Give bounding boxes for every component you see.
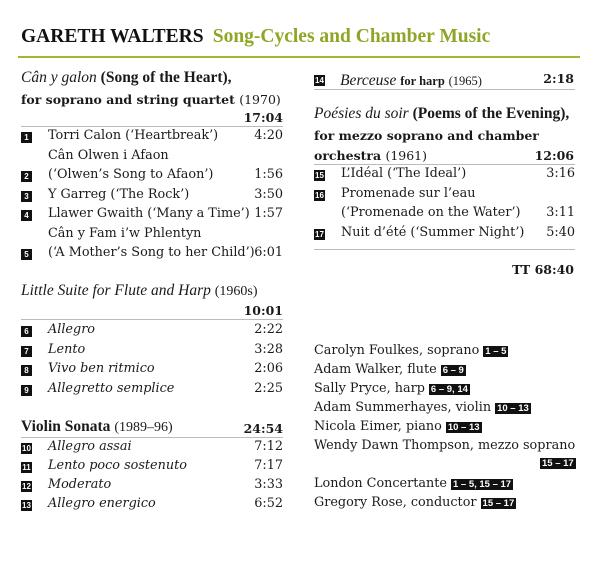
track-duration: 6:52 bbox=[254, 496, 283, 511]
track-title: Moderato bbox=[48, 477, 112, 492]
track-title: Cân Olwen i Afaon bbox=[48, 147, 169, 163]
english-title: (Song of the Heart), bbox=[100, 69, 232, 86]
track-duration: 5:40 bbox=[546, 224, 575, 240]
work-title-violin-sonata bbox=[21, 418, 173, 436]
track-duration: 3:11 bbox=[546, 205, 575, 220]
work-total: 12:06 bbox=[534, 148, 574, 163]
track-duration: 3:16 bbox=[546, 166, 575, 181]
header bbox=[21, 26, 581, 48]
track-title: Lento bbox=[48, 341, 86, 357]
track-number: 7 bbox=[21, 346, 32, 357]
track-title: (‘Olwen’s Song to Afaon’) bbox=[48, 167, 214, 182]
welsh-title: Cân y galon bbox=[21, 69, 97, 86]
track-duration: 2:25 bbox=[254, 380, 283, 396]
performer-name: Adam Walker, flute bbox=[314, 362, 437, 377]
performer-name: Carolyn Foulkes, soprano bbox=[314, 343, 480, 358]
track-title: Allegro assai bbox=[48, 439, 132, 454]
divider bbox=[21, 319, 283, 320]
performer-name: Adam Summerhayes, violin bbox=[314, 400, 492, 415]
track-ref: 10 – 13 bbox=[447, 422, 480, 433]
track-number: 12 bbox=[22, 482, 31, 491]
track-number: 1 bbox=[21, 132, 32, 143]
track-number: 3 bbox=[21, 191, 32, 202]
track-number: 8 bbox=[21, 365, 32, 376]
track-ref: 15 – 17 bbox=[482, 498, 515, 509]
track-duration: 3:33 bbox=[254, 477, 283, 492]
track-title: Cân y Fam i’w Phlentyn bbox=[48, 225, 202, 241]
work-subtitle bbox=[21, 92, 281, 107]
track-duration: 2:22 bbox=[254, 322, 283, 337]
track-duration: 1:57 bbox=[254, 206, 283, 221]
track-number: 6 bbox=[21, 326, 32, 337]
year: (1960s) bbox=[214, 284, 258, 299]
performer-row bbox=[314, 495, 516, 510]
track-title: L’Idéal (‘The Ideal’) bbox=[341, 166, 467, 181]
track-ref: 6 – 9, 14 bbox=[430, 384, 468, 395]
track-number: 10 bbox=[22, 444, 31, 453]
work-title: Violin Sonata bbox=[21, 418, 111, 435]
performer-row bbox=[314, 419, 482, 434]
track-number: 15 bbox=[315, 171, 324, 180]
performer-row bbox=[314, 476, 513, 491]
track-duration: 1:56 bbox=[254, 167, 283, 182]
work-title: Berceuse bbox=[340, 72, 397, 89]
header-rule bbox=[18, 56, 580, 58]
track-number: 11 bbox=[22, 463, 31, 472]
work-total: 24:54 bbox=[243, 421, 283, 436]
year: (1961) bbox=[385, 148, 428, 163]
track-duration: 4:20 bbox=[254, 128, 283, 143]
album-subtitle: Song-Cycles and Chamber Music bbox=[212, 26, 491, 47]
track-title: Y Garreg (‘The Rock’) bbox=[48, 186, 190, 202]
track-title: Llawer Gwaith (‘Many a Time’) bbox=[48, 206, 250, 221]
year: (1965) bbox=[448, 74, 482, 88]
track-ref: 15 – 17 bbox=[542, 458, 574, 469]
track-number: 16 bbox=[315, 190, 324, 200]
track-ref: 6 – 9 bbox=[442, 365, 464, 376]
work-total: 2:18 bbox=[543, 71, 574, 86]
track-duration: 6:01 bbox=[254, 245, 283, 260]
performer-name: London Concertante bbox=[314, 476, 447, 491]
track-number: 5 bbox=[21, 249, 32, 260]
track-number: 4 bbox=[21, 210, 32, 221]
performer-name: Gregory Rose, conductor bbox=[314, 495, 477, 510]
track-title: Lento poco sostenuto bbox=[48, 458, 187, 473]
scoring: orchestra bbox=[314, 148, 382, 163]
divider bbox=[314, 164, 575, 165]
berceuse-row bbox=[314, 70, 482, 90]
scoring: for harp bbox=[400, 74, 445, 88]
performer-row bbox=[314, 400, 531, 415]
track-duration: 7:12 bbox=[254, 439, 283, 454]
track-duration: 3:50 bbox=[254, 186, 283, 202]
work-subtitle: for mezzo soprano and chamber bbox=[314, 128, 539, 143]
work-total: 10:01 bbox=[243, 303, 283, 318]
performer-row bbox=[314, 362, 466, 377]
track-ref: 1 – 5, 15 – 17 bbox=[452, 479, 512, 490]
total-time: TT 68:40 bbox=[512, 262, 574, 277]
performer-name: Nicola Eimer, piano bbox=[314, 419, 442, 434]
track-duration: 3:28 bbox=[254, 341, 283, 357]
performer-row bbox=[314, 438, 576, 469]
year: (1970) bbox=[239, 92, 281, 107]
french-title: Poésies du soir bbox=[314, 105, 409, 122]
track-title: Allegretto semplice bbox=[48, 380, 175, 396]
track-title: Allegro bbox=[48, 322, 96, 337]
divider bbox=[314, 249, 575, 250]
year: (1989–96) bbox=[114, 420, 173, 435]
scoring: for soprano and string quartet bbox=[21, 92, 235, 107]
track-duration: 2:06 bbox=[254, 361, 283, 376]
track-number: 2 bbox=[21, 171, 32, 182]
track-title: (‘A Mother’s Song to her Child’) bbox=[48, 245, 255, 260]
track-number: 14 bbox=[315, 76, 324, 85]
track-number: 13 bbox=[22, 501, 31, 510]
work-title-can-y-galon bbox=[21, 69, 232, 87]
divider bbox=[21, 437, 283, 438]
performer-name: Sally Pryce, harp bbox=[314, 381, 425, 396]
english-title: (Poems of the Evening), bbox=[412, 105, 570, 122]
divider bbox=[314, 89, 575, 90]
work-title: Little Suite for Flute and Harp bbox=[21, 282, 211, 299]
track-title: Allegro energico bbox=[48, 496, 156, 511]
track-ref: 1 – 5 bbox=[485, 346, 507, 357]
work-total: 17:04 bbox=[243, 110, 283, 125]
track-title: Vivo ben ritmico bbox=[48, 361, 155, 376]
work-subtitle bbox=[314, 148, 427, 163]
track-title: Torri Calon (‘Heartbreak’) bbox=[48, 128, 219, 143]
performer-name: Wendy Dawn Thompson, mezzo soprano bbox=[314, 438, 576, 453]
work-title-poesies bbox=[314, 105, 569, 123]
track-number: 17 bbox=[315, 229, 324, 239]
divider bbox=[21, 126, 283, 127]
track-duration: 7:17 bbox=[254, 458, 283, 473]
composer-name: GARETH WALTERS bbox=[21, 26, 204, 47]
track-title: (‘Promenade on the Water’) bbox=[341, 205, 521, 220]
track-number: 9 bbox=[21, 385, 32, 396]
performer-row bbox=[314, 381, 470, 396]
work-title-little-suite bbox=[21, 282, 258, 300]
performer-row bbox=[314, 343, 508, 358]
track-title: Promenade sur l’eau bbox=[341, 185, 476, 201]
track-ref: 10 – 13 bbox=[497, 403, 529, 414]
track-title: Nuit d’été (‘Summer Night’) bbox=[341, 224, 525, 240]
